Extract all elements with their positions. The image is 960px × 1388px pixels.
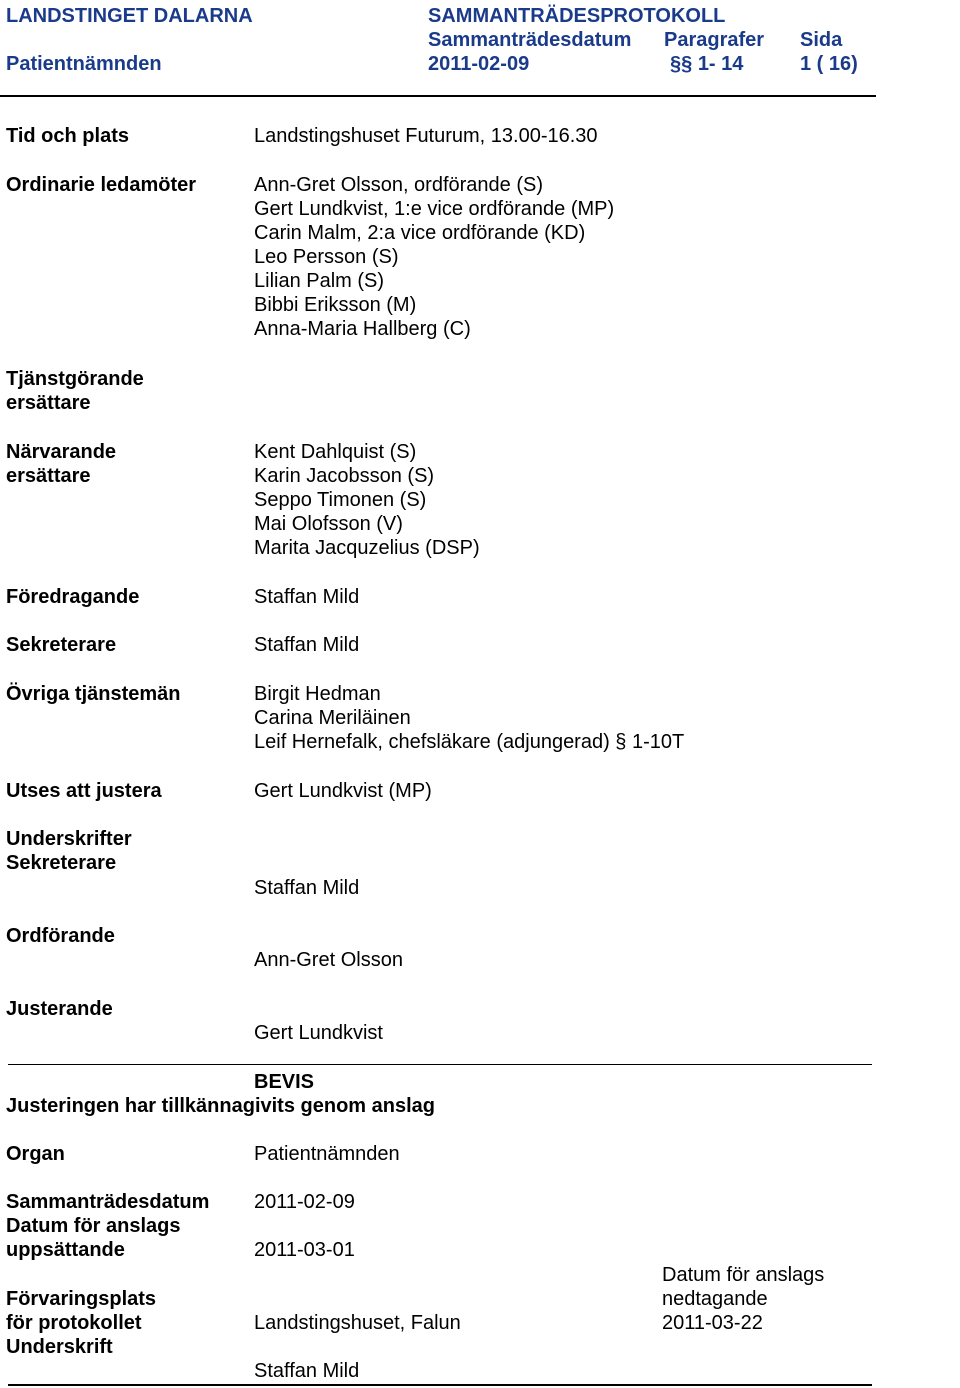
present-substitutes-label	[6, 440, 116, 488]
label-line: Närvarande	[6, 441, 117, 463]
page-label: Sida	[800, 29, 843, 51]
certificate-statement: Justeringen har tillkännagivits genom anslag	[6, 1095, 435, 1117]
certificate-signature-name: Staffan Mild	[254, 1360, 360, 1382]
time-place-label: Tid och plats	[6, 125, 129, 147]
list-item: Ann-Gret Olsson, ordförande (S)	[254, 174, 544, 196]
certificate-divider	[8, 1064, 872, 1065]
posting-date-value: 2011-03-01	[254, 1239, 355, 1261]
label-line: Datum för anslags	[662, 1264, 825, 1286]
time-place-value: Landstingshuset Futurum, 13.00-16.30	[254, 125, 598, 147]
document-title: SAMMANTRÄDESPROTOKOLL	[428, 5, 726, 27]
list-item: Leif Hernefalk, chefsläkare (adjungerad) § 1-10T	[254, 731, 685, 753]
label-line: ersättare	[6, 392, 91, 414]
label-line: nedtagande	[662, 1288, 768, 1310]
label-line: Förvaringsplats	[6, 1288, 157, 1310]
present-substitutes-list	[254, 440, 480, 560]
storage-label	[6, 1287, 156, 1335]
officials-list	[254, 682, 684, 754]
list-item: Seppo Timonen (S)	[254, 489, 427, 511]
section-sign-icon: §§	[670, 53, 693, 75]
list-item: Anna-Maria Hallberg (C)	[254, 318, 471, 340]
certificate-meeting-date-value: 2011-02-09	[254, 1191, 355, 1213]
adjuster-value: Gert Lundkvist (MP)	[254, 780, 432, 802]
storage-value: Landstingshuset, Falun	[254, 1312, 461, 1334]
members-label: Ordinarie ledamöter	[6, 174, 197, 196]
signatures-label: Underskrifter	[6, 828, 132, 850]
rapporteur-value: Staffan Mild	[254, 586, 360, 608]
certificate-signature-label: Underskrift	[6, 1336, 113, 1358]
list-item: Bibbi Eriksson (M)	[254, 294, 417, 316]
list-item: Carina Meriläinen	[254, 707, 411, 729]
label-line: för protokollet	[6, 1312, 142, 1334]
label-line: uppsättande	[6, 1239, 125, 1261]
label-line: Datum för anslags	[6, 1215, 181, 1237]
signature-adjuster-label: Justerande	[6, 998, 113, 1020]
signature-chair-name: Ann-Gret Olsson	[254, 949, 403, 971]
meeting-date-label: Sammanträdesdatum	[428, 29, 632, 51]
officials-label: Övriga tjänstemän	[6, 683, 181, 705]
signature-secretary-name: Staffan Mild	[254, 877, 360, 899]
label-line: ersättare	[6, 465, 91, 487]
list-item: Birgit Hedman	[254, 683, 381, 705]
signature-secretary-label: Sekreterare	[6, 852, 117, 874]
organ-value: Patientnämnden	[254, 1143, 400, 1165]
signature-chair-label: Ordförande	[6, 925, 115, 947]
label-line: Tjänstgörande	[6, 368, 144, 390]
members-list	[254, 173, 614, 341]
removal-date-value: 2011-03-22	[662, 1312, 763, 1334]
header-divider	[0, 95, 876, 97]
paragraphs-value	[670, 52, 743, 76]
list-item: Leo Persson (S)	[254, 246, 399, 268]
paragraphs-label: Paragrafer	[664, 29, 765, 51]
org-name: LANDSTINGET DALARNA	[6, 5, 253, 27]
paragraphs-range: 1- 14	[697, 53, 744, 75]
organ-label: Organ	[6, 1143, 65, 1165]
signature-adjuster-name: Gert Lundkvist	[254, 1022, 383, 1044]
list-item: Kent Dahlquist (S)	[254, 441, 417, 463]
list-item: Gert Lundkvist, 1:e vice ordförande (MP)	[254, 198, 615, 220]
secretary-label: Sekreterare	[6, 634, 117, 656]
list-item: Karin Jacobsson (S)	[254, 465, 435, 487]
list-item: Marita Jacquzelius (DSP)	[254, 537, 480, 559]
posting-date-label	[6, 1214, 180, 1262]
rapporteur-label: Föredragande	[6, 586, 140, 608]
certificate-title: BEVIS	[254, 1071, 315, 1093]
adjuster-label: Utses att justera	[6, 780, 162, 802]
footer-divider	[8, 1384, 872, 1386]
secretary-value: Staffan Mild	[254, 634, 360, 656]
list-item: Lilian Palm (S)	[254, 270, 385, 292]
meeting-date-value: 2011-02-09	[428, 53, 530, 75]
certificate-meeting-date-label: Sammanträdesdatum	[6, 1191, 210, 1213]
serving-substitutes-label	[6, 367, 144, 415]
removal-date-label	[662, 1263, 824, 1311]
list-item: Mai Olofsson (V)	[254, 513, 403, 535]
list-item: Carin Malm, 2:a vice ordförande (KD)	[254, 222, 586, 244]
page-value: 1 ( 16)	[800, 53, 858, 75]
department: Patientnämnden	[6, 53, 162, 75]
